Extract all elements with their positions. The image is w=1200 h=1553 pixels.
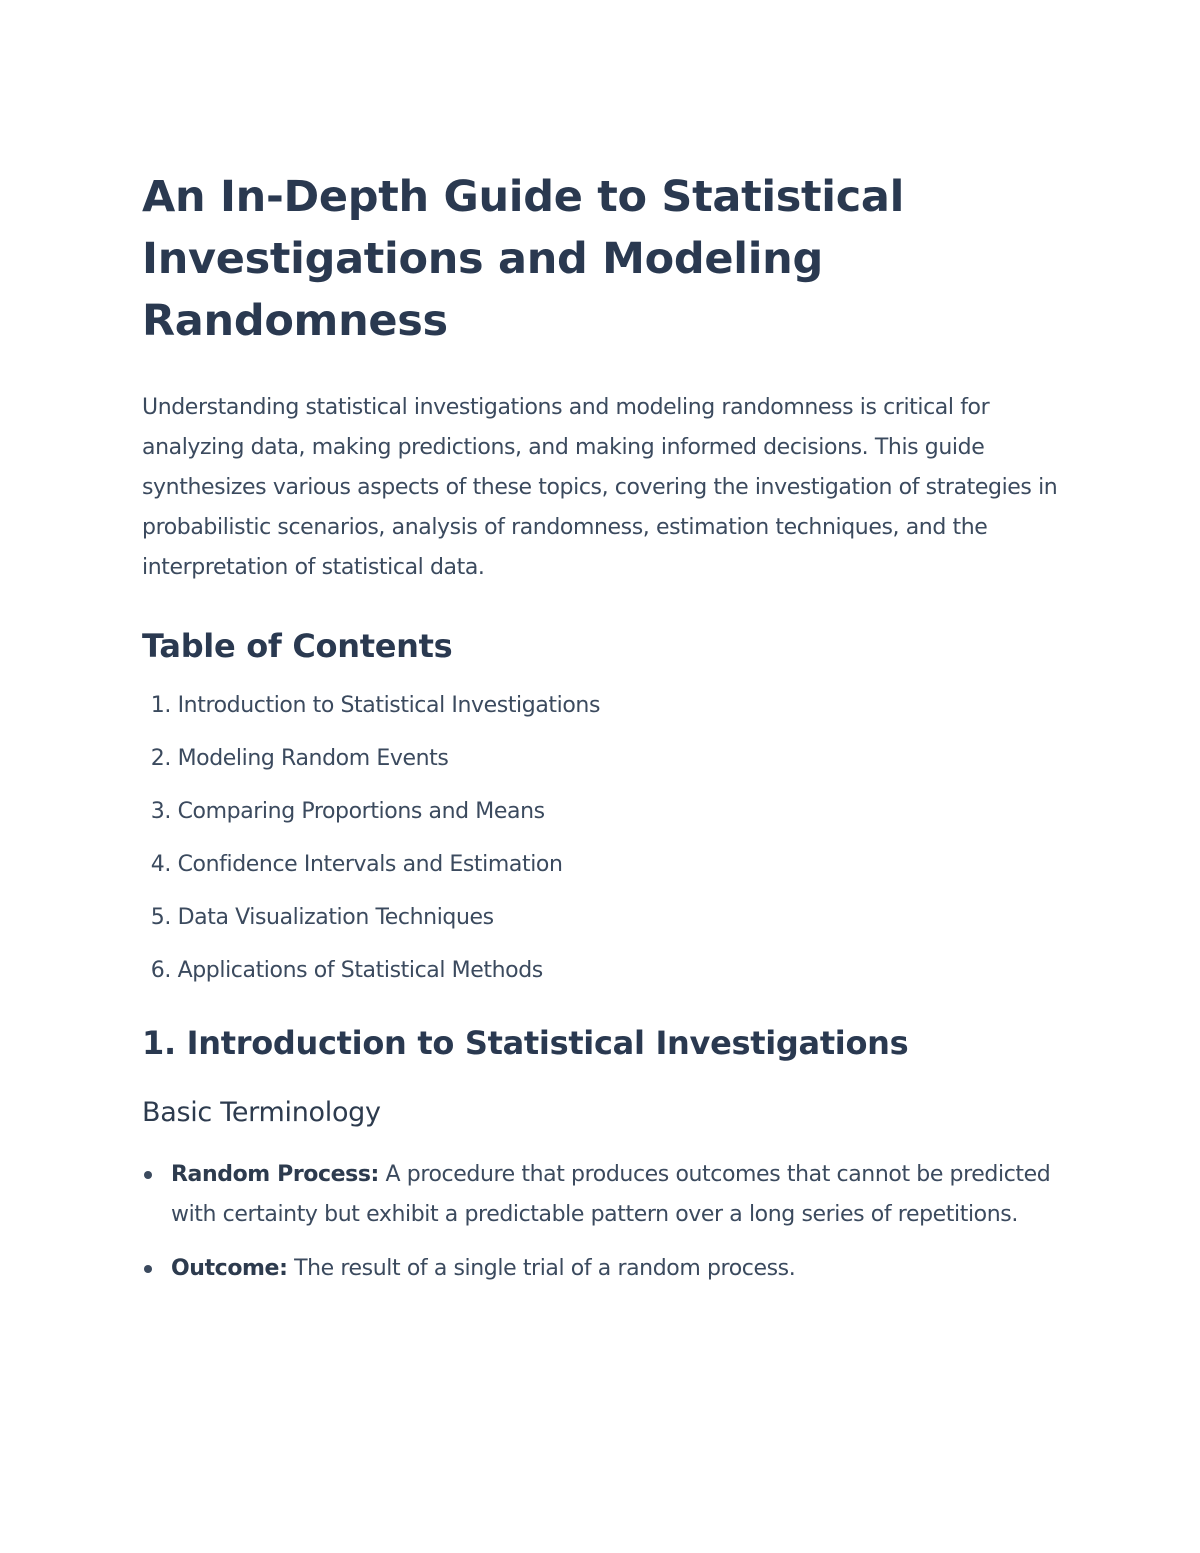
toc-item-label: Modeling Random Events	[177, 746, 449, 771]
toc-heading: Table of Contents	[142, 627, 453, 665]
toc-item-number: 5.	[150, 905, 171, 930]
toc-item-number: 3.	[150, 799, 171, 824]
toc-item	[142, 851, 1062, 879]
toc-item	[142, 692, 1062, 720]
term-label: Outcome:	[171, 1256, 288, 1281]
toc-item	[142, 904, 1062, 932]
toc-item	[142, 957, 1062, 985]
toc-item-number: 2.	[150, 746, 171, 771]
toc-item-number: 1.	[150, 693, 171, 718]
toc-item-number: 6.	[150, 958, 171, 983]
toc-item	[142, 745, 1062, 773]
toc-list	[142, 692, 1062, 985]
bullet-icon	[144, 1171, 152, 1179]
section-heading: 1. Introduction to Statistical Investigations	[142, 1024, 909, 1062]
subsection-heading: Basic Terminology	[142, 1097, 381, 1128]
toc-item-label: Introduction to Statistical Investigations	[177, 693, 601, 718]
term-label: Random Process:	[171, 1162, 379, 1187]
intro-paragraph: Understanding statistical investigations and modeling randomness is critical for analyzing data, making predictions, and making informed decisions. This guide synthesizes various aspects of these topics, covering the investigation of strategies in probabilistic scenarios, analysis of randomness, estimation techniques, and the interpretation of statistical data.	[142, 395, 1058, 580]
term-definition: A procedure that produces outcomes that cannot be predicted with certainty but exhibit a predictable pattern over a long series of repetitions.	[171, 1162, 1051, 1227]
toc-item-label: Data Visualization Techniques	[177, 905, 494, 930]
toc-item-label: Confidence Intervals and Estimation	[177, 852, 563, 877]
toc-item-number: 4.	[150, 852, 171, 877]
list-item	[142, 1155, 1062, 1235]
document-page	[142, 166, 1062, 1303]
toc-item-label: Comparing Proportions and Means	[177, 799, 545, 824]
bullet-icon	[144, 1265, 152, 1273]
toc-item-label: Applications of Statistical Methods	[177, 958, 543, 983]
terms-list	[142, 1155, 1062, 1289]
term-definition: The result of a single trial of a random process.	[294, 1256, 796, 1281]
toc-item	[142, 798, 1062, 826]
document-title: An In-Depth Guide to Statistical Investigations and Modeling Randomness	[142, 172, 905, 346]
list-item	[142, 1249, 1062, 1289]
